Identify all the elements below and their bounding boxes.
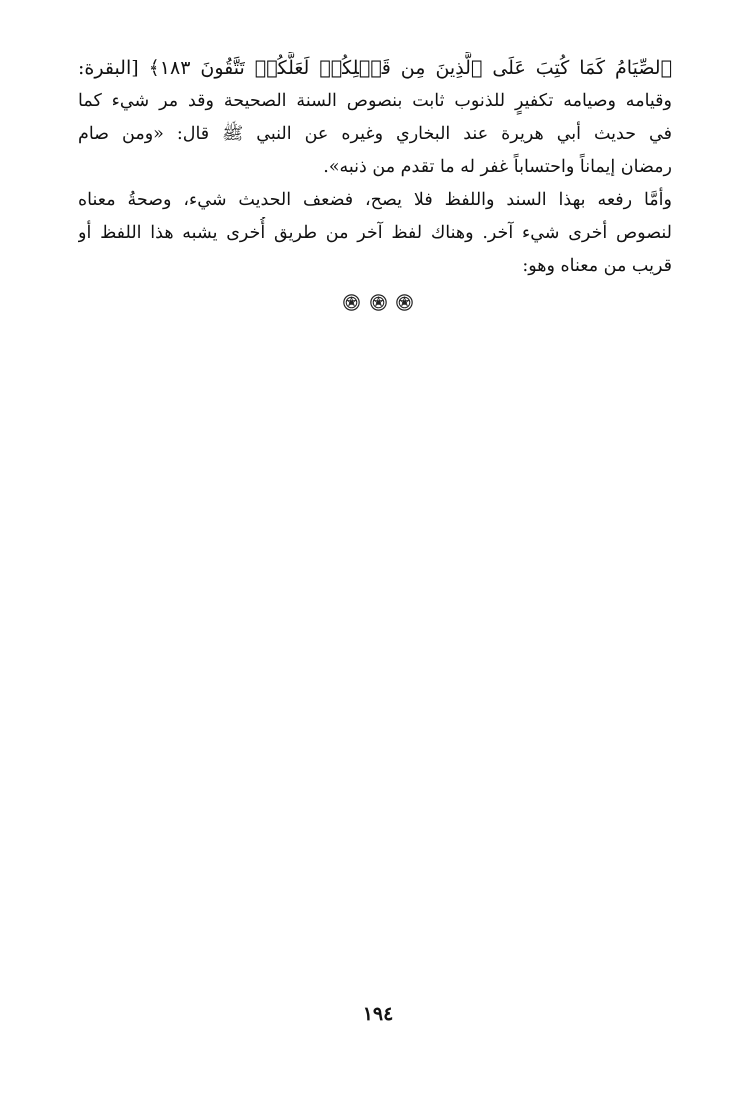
text-line: لنصوص أخرى شيء آخر. وهناك لفظ آخر من طريق أُخرى يشبه هذا اللفظ أو [78, 223, 672, 243]
section-divider [0, 292, 756, 311]
rosette-ornament-icon [343, 294, 360, 311]
body-text [78, 52, 672, 283]
text-line-quran-verse: ٱلصِّيَامُ كَمَا كُتِبَ عَلَى ٱلَّذِينَ مِن قَبۡلِكُمۡ لَعَلَّكُمۡ تَتَّقُونَ ١٨٣﴾ [البقرة: [78, 57, 672, 79]
text-line: وقيامه وصيامه تكفيرٍ للذنوب ثابت بنصوص السنة الصحيحة وقد مر شيء كما [78, 91, 672, 111]
text-line: رمضان إيماناً واحتساباً غفر له ما تقدم من ذنبه». [323, 157, 672, 177]
page-number: ١٩٤ [362, 1003, 394, 1025]
rosette-ornament-icon [396, 294, 413, 311]
text-line: في حديث أبي هريرة عند البخاري وغيره عن النبي ﷺ قال: «ومن صام [78, 124, 672, 144]
rosette-ornament-icon [370, 294, 387, 311]
text-line: قريب من معناه وهو: [522, 256, 672, 276]
text-line: وأمَّا رفعه بهذا السند واللفظ فلا يصح، فضعف الحديث شيء، وصحةُ معناه [78, 190, 672, 210]
